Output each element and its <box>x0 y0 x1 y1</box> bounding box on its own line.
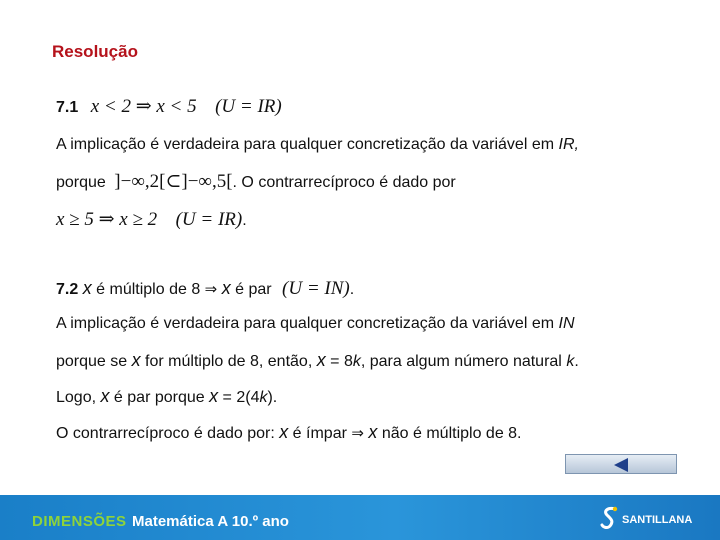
triangle-left-icon <box>612 457 630 473</box>
variable-x: x <box>131 350 141 370</box>
paragraph-1 <box>56 136 579 154</box>
variable-k: k <box>566 353 575 370</box>
variable-x: x <box>316 350 326 370</box>
santillana-logo-icon <box>600 505 620 531</box>
paragraph-1-text: A implicação é verdadeira para qualquer concretização da variável em <box>56 136 559 153</box>
paragraph-3 <box>56 208 247 231</box>
item-7-2-dot: . <box>349 281 355 298</box>
item-7-1-label: 7.1 <box>56 99 79 116</box>
implies-arrow-icon: ⇒ <box>204 280 218 298</box>
variable-x: x <box>368 422 378 442</box>
item-7-2-text-2: é par <box>230 281 277 298</box>
paragraph-6-text-2: é par porque <box>109 389 210 406</box>
paragraph-4-set: IN <box>558 315 575 332</box>
paragraph-6-text-4: ). <box>267 389 278 406</box>
item-7-2-text-1: é múltiplo de 8 <box>91 281 205 298</box>
contrapositive-implication: x ≥ 5 ⇒ x ≥ 2 <box>56 209 158 230</box>
paragraph-5-text-1: porque se <box>56 353 132 370</box>
paragraph-7-text-1: O contrarrecíproco é dado por: <box>56 425 280 442</box>
item-7-1-line <box>56 95 282 118</box>
footer-product: Matemática A 10.º ano <box>132 513 289 530</box>
paragraph-7-text-3: não é múltiplo de 8. <box>377 425 522 442</box>
paragraph-7-text-2: é ímpar <box>288 425 352 442</box>
variable-k: k <box>259 389 268 406</box>
paragraph-7 <box>56 422 522 443</box>
paragraph-2 <box>56 170 456 193</box>
implies-arrow-icon: ⇒ <box>351 424 364 442</box>
paragraph-6-text-3: = 2(4 <box>218 389 260 406</box>
paragraph-2-suffix: . O contrarrecíproco é dado por <box>232 174 456 191</box>
paragraph-5 <box>56 350 579 371</box>
item-7-2-universe: (U = IN) <box>282 278 350 299</box>
item-7-1-universe: (U = IR) <box>215 96 282 117</box>
variable-x: x <box>221 278 231 298</box>
paragraph-3-dot: . <box>242 212 247 229</box>
slide-title: Resolução <box>52 42 138 61</box>
contrapositive-universe: (U = IR) <box>175 209 243 230</box>
variable-x: x <box>279 422 289 442</box>
paragraph-2-prefix: porque <box>56 174 106 191</box>
paragraph-4-text: A implicação é verdadeira para qualquer concretização da variável em <box>56 315 559 332</box>
item-7-2-line <box>56 278 354 300</box>
variable-x: x <box>100 386 110 406</box>
variable-x: x <box>82 278 92 298</box>
paragraph-5-text-4: , para algum número natural <box>360 353 567 370</box>
paragraph-6-text-1: Logo, <box>56 389 101 406</box>
paragraph-5-text-2: for múltiplo de 8, então, <box>140 353 317 370</box>
item-7-1-implication: x < 2 ⇒ x < 5 <box>90 96 197 117</box>
interval-inclusion: ]−∞,2[⊂]−∞,5[ <box>114 171 233 192</box>
paragraph-5-text-5: . <box>574 353 579 370</box>
publisher-logo-text: SANTILLANA <box>622 514 693 526</box>
paragraph-4 <box>56 315 575 333</box>
publisher-logo <box>600 505 692 531</box>
back-button[interactable] <box>565 454 677 474</box>
variable-k: k <box>352 353 361 370</box>
variable-x: x <box>209 386 219 406</box>
paragraph-5-text-3: = 8 <box>325 353 353 370</box>
item-7-2-label: 7.2 <box>56 281 79 298</box>
paragraph-1-set: IR, <box>558 136 579 153</box>
paragraph-6 <box>56 386 277 407</box>
footer-brand: DIMENSÕES <box>32 513 127 530</box>
